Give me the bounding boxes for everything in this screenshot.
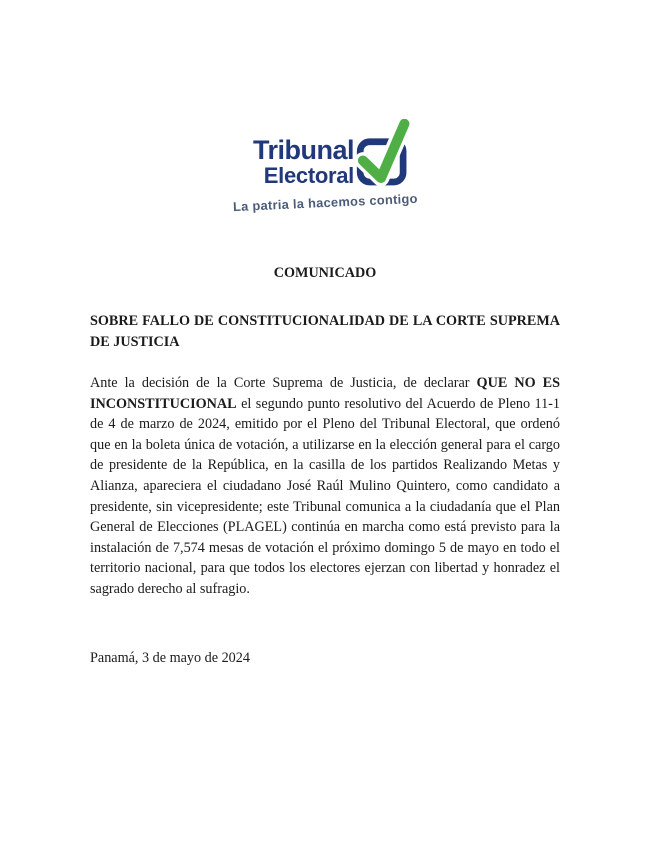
- body-text-bold: QUE NO ES INCONSTITUCIONAL: [90, 375, 560, 412]
- body-paragraph: [90, 373, 560, 600]
- logo-word-electoral: Electoral: [263, 163, 354, 188]
- body-text-rest: el segundo punto resolutivo del Acuerdo de Pleno 11-1 de 4 de marzo de 2024, emitido por el Pleno del Tribunal Electoral, que ordenó que en la boleta única de votación, a utilizarse en la elección general para el cargo de presidente de la República, en la casilla de los partidos Realizando Metas y Alianza, apareciera el ciudadano José Raúl Mulino Quintero, como candidato a presidente, sin vicepresidente; este Tribunal comunica a la ciudadanía que el Plan General de Elecciones (PLAGEL) continúa en marcha como está previsto para la instalación de 7,574 mesas de votación el próximo domingo 5 de mayo en todo el territorio nacional, para que todos los electores ejerzan con libertad y honradez el sagrado derecho al sufragio.: [90, 395, 560, 597]
- body-text-lead: Ante la decisión de la Corte Suprema de Justicia, de declarar: [90, 375, 477, 391]
- logo-word-tribunal: Tribunal: [252, 135, 354, 165]
- logo-tagline: La patria la hacemos contigo: [232, 190, 418, 215]
- document-content: [90, 0, 560, 841]
- document-subject-heading: SOBRE FALLO DE CONSTITUCIONALIDAD DE LA CORTE SUPREMA DE JUSTICIA: [90, 313, 560, 350]
- document-title: COMUNICADO: [273, 265, 377, 281]
- date-line: Panamá, 3 de mayo de 2024: [90, 650, 250, 666]
